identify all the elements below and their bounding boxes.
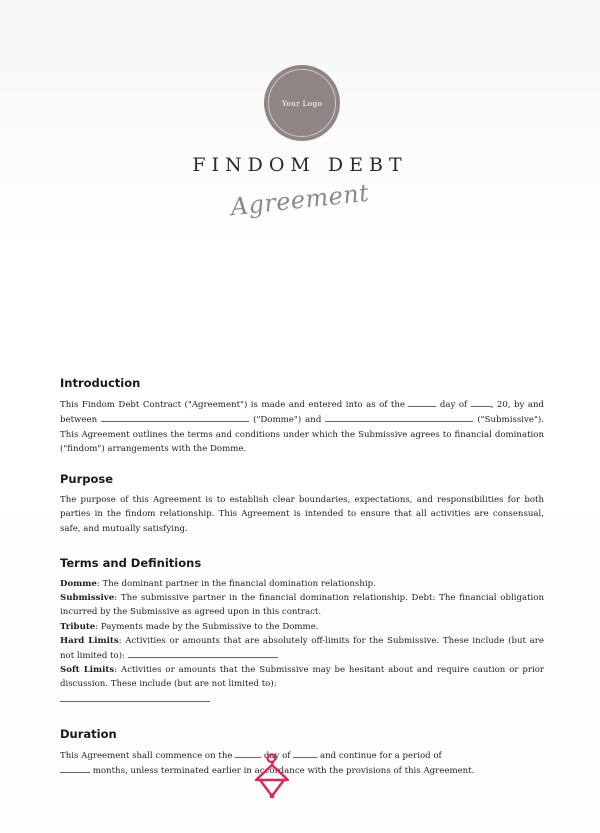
term-domme [60,577,544,591]
duration-line1b: day of [263,751,291,762]
blank-submissive [325,412,473,422]
heading-purpose: Purpose [60,472,114,487]
blank-domme [101,412,249,422]
blank-months [60,763,90,773]
duration-text [60,748,544,778]
term-domme-label: Domme [60,579,97,590]
introduction-text: This Findom Debt Contract ("Agreement") is made and entered into as of the day of , 20, by and between ("Domme") and ("Submissive"). This Agreement outlines the terms and conditions under which the Submissive agrees to financial domination ("findom") arrangements with the Domme. [60,397,544,456]
term-soft-limits [60,663,544,707]
document-subtitle: Agreement [229,178,371,222]
term-sub-label: Submissive [60,593,115,604]
term-soft-label: Soft Limits [60,665,115,676]
term-tribute [60,620,544,634]
heading-introduction: Introduction [60,376,141,390]
blank-day [408,397,436,407]
term-submissive [60,591,544,619]
term-hard-text: : Activities or amounts that are absolutely off-limits for the Submissive. These include (but are not limited to): [60,635,544,662]
intro-line1a: This Findom Debt Contract ("Agreement") is made and entered into as of the [60,400,405,411]
duration-line2: months, unless terminated earlier in accordance with the provisions of this Agreement. [92,766,475,777]
logo-badge [264,65,340,141]
duration-line1: This Agreement shall commence on the [60,751,233,762]
document-body [60,376,544,778]
term-hard-limits [60,634,544,663]
heading-duration: Duration [60,726,117,741]
term-soft-text: : Activities or amounts that the Submissive may be hesitant about and require caution or prior discussion. These include (but are not limited to): [60,665,544,690]
duration-line1c: and continue for a period of [319,751,442,762]
intro-line1b: day of [439,400,468,411]
term-domme-text: : The dominant partner in the financial domination relationship. [96,579,376,590]
logo-text: Your Logo [281,98,323,108]
term-tribute-label: Tribute [60,621,96,632]
term-hard-label: Hard Limits [60,635,119,646]
intro-line3: ("Submissive"). This Agreement outlines the terms and conditions under which the Submissive agrees to financial domination ("findom") arrangements with the Domme. [60,415,545,454]
blank-soft-limits [60,692,210,702]
term-sub-text: : The submissive partner in the financial domination relationship. Debt: The financial obligation incurred by the Submissive as agreed upon in this contract. [60,593,544,618]
logo-ring [268,69,336,137]
hanger-icon [250,750,294,802]
document-title: FINDOM DEBT [192,154,408,176]
intro-line2b: ("Domme") and [253,415,322,426]
blank-hard-limits [128,648,278,658]
term-tribute-text: : Payments made by the Submissive to the Domme. [95,621,319,632]
intro-line2a: 20, by and between [60,400,545,426]
heading-terms: Terms and Definitions [60,555,202,570]
purpose-text: The purpose of this Agreement is to establish clear boundaries, expectations, and responsibilities for both parties in the findom relationship. This Agreement is intended to ensure that all activities are consensual, safe, and mutually satisfying. [60,495,544,534]
blank-month [471,397,491,407]
blank-start-month [293,748,317,758]
